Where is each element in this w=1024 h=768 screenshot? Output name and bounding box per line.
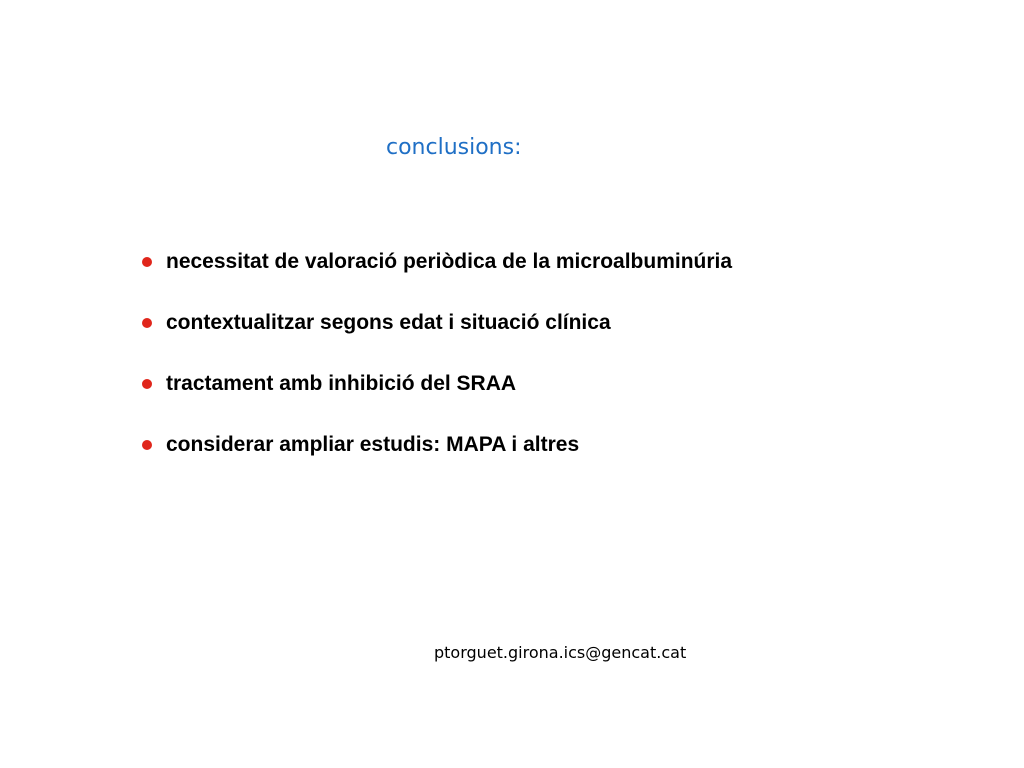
conclusions-list	[142, 246, 732, 490]
list-item	[142, 368, 732, 400]
list-item	[142, 307, 732, 339]
list-item	[142, 246, 732, 278]
bullet-text: contextualitzar segons edat i situació clínica	[166, 311, 611, 334]
contact-email[interactable]: ptorguet.girona.ics@gencat.cat	[434, 643, 687, 662]
red-bullet-dot-icon	[142, 440, 152, 450]
red-bullet-dot-icon	[142, 257, 152, 267]
bullet-text: tractament amb inhibició del SRAA	[166, 372, 517, 395]
slide-title: conclusions:	[386, 135, 522, 160]
red-bullet-dot-icon	[142, 379, 152, 389]
list-item	[142, 429, 732, 461]
bullet-text: considerar ampliar estudis: MAPA i altres	[166, 433, 580, 456]
red-bullet-dot-icon	[142, 318, 152, 328]
bullet-text: necessitat de valoració periòdica de la microalbuminúria	[166, 250, 733, 273]
